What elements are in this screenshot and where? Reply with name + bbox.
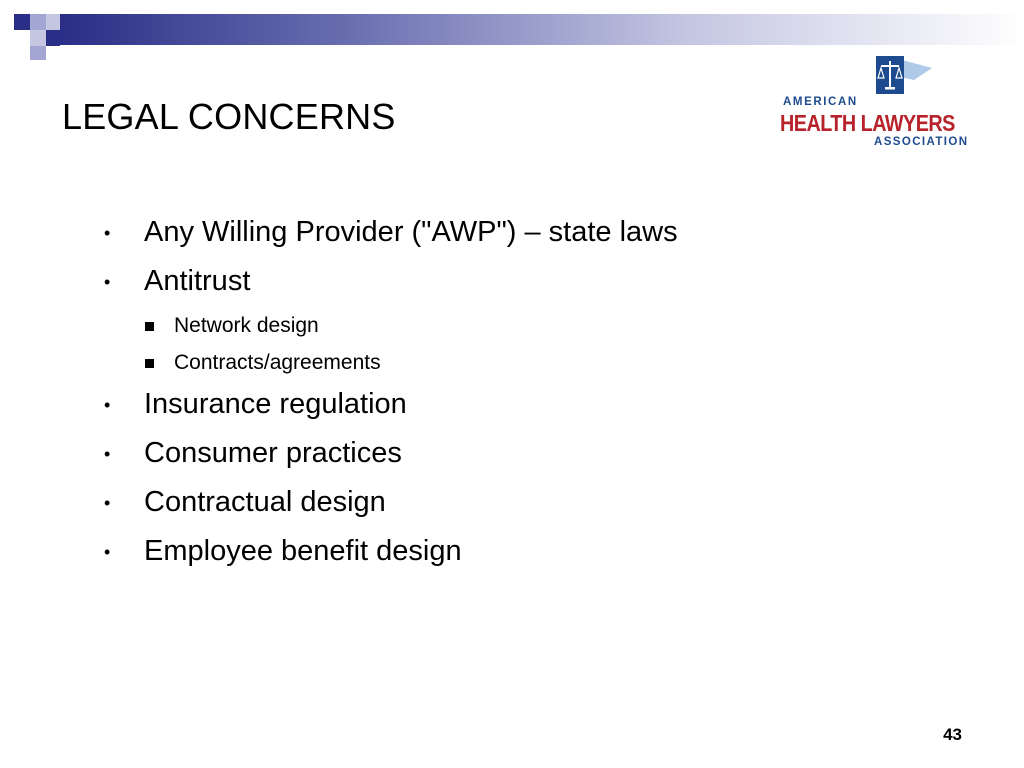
bullet-dot-icon: • <box>104 542 111 562</box>
bullet-dot-icon: • <box>104 444 111 464</box>
sub-bullet-text: Contracts/agreements <box>174 351 381 374</box>
list-item <box>104 259 924 308</box>
sub-bullet-text: Network design <box>174 314 319 337</box>
decor-square <box>30 14 46 30</box>
page-number: 43 <box>943 725 962 744</box>
list-item <box>104 480 924 529</box>
bullet-list <box>104 210 924 578</box>
decor-square <box>14 14 30 30</box>
header-gradient-band <box>60 14 1024 45</box>
decor-square <box>46 30 60 46</box>
slide-title: LEGAL CONCERNS <box>62 96 396 137</box>
logo-text-american: AMERICAN <box>783 96 858 108</box>
decor-square <box>46 14 60 30</box>
bullet-dot-icon: • <box>104 272 111 292</box>
bullet-text: Any Willing Provider ("AWP") – state laws <box>144 216 678 248</box>
bullet-dot-icon: • <box>104 223 111 243</box>
bullet-dot-icon: • <box>104 493 111 513</box>
scales-of-justice-icon <box>872 56 944 102</box>
bullet-dot-icon: • <box>104 395 111 415</box>
sub-list-item <box>104 345 924 382</box>
decor-square <box>30 46 46 60</box>
aha-logo <box>780 56 980 152</box>
list-item <box>104 529 924 578</box>
sub-bullet-list <box>104 308 924 382</box>
bullet-text: Antitrust <box>144 265 251 297</box>
bullet-text: Employee benefit design <box>144 535 462 567</box>
logo-text-health-lawyers: HEALTH LAWYERS <box>780 110 955 136</box>
square-bullet-icon <box>145 322 154 331</box>
decor-square <box>30 30 46 46</box>
bullet-text: Consumer practices <box>144 437 402 469</box>
sub-list-item <box>104 308 924 345</box>
square-bullet-icon <box>145 359 154 368</box>
list-item <box>104 210 924 259</box>
list-item <box>104 431 924 480</box>
logo-text-association: ASSOCIATION <box>874 136 969 148</box>
list-item <box>104 382 924 431</box>
bullet-text: Insurance regulation <box>144 388 407 420</box>
bullet-text: Contractual design <box>144 486 386 518</box>
